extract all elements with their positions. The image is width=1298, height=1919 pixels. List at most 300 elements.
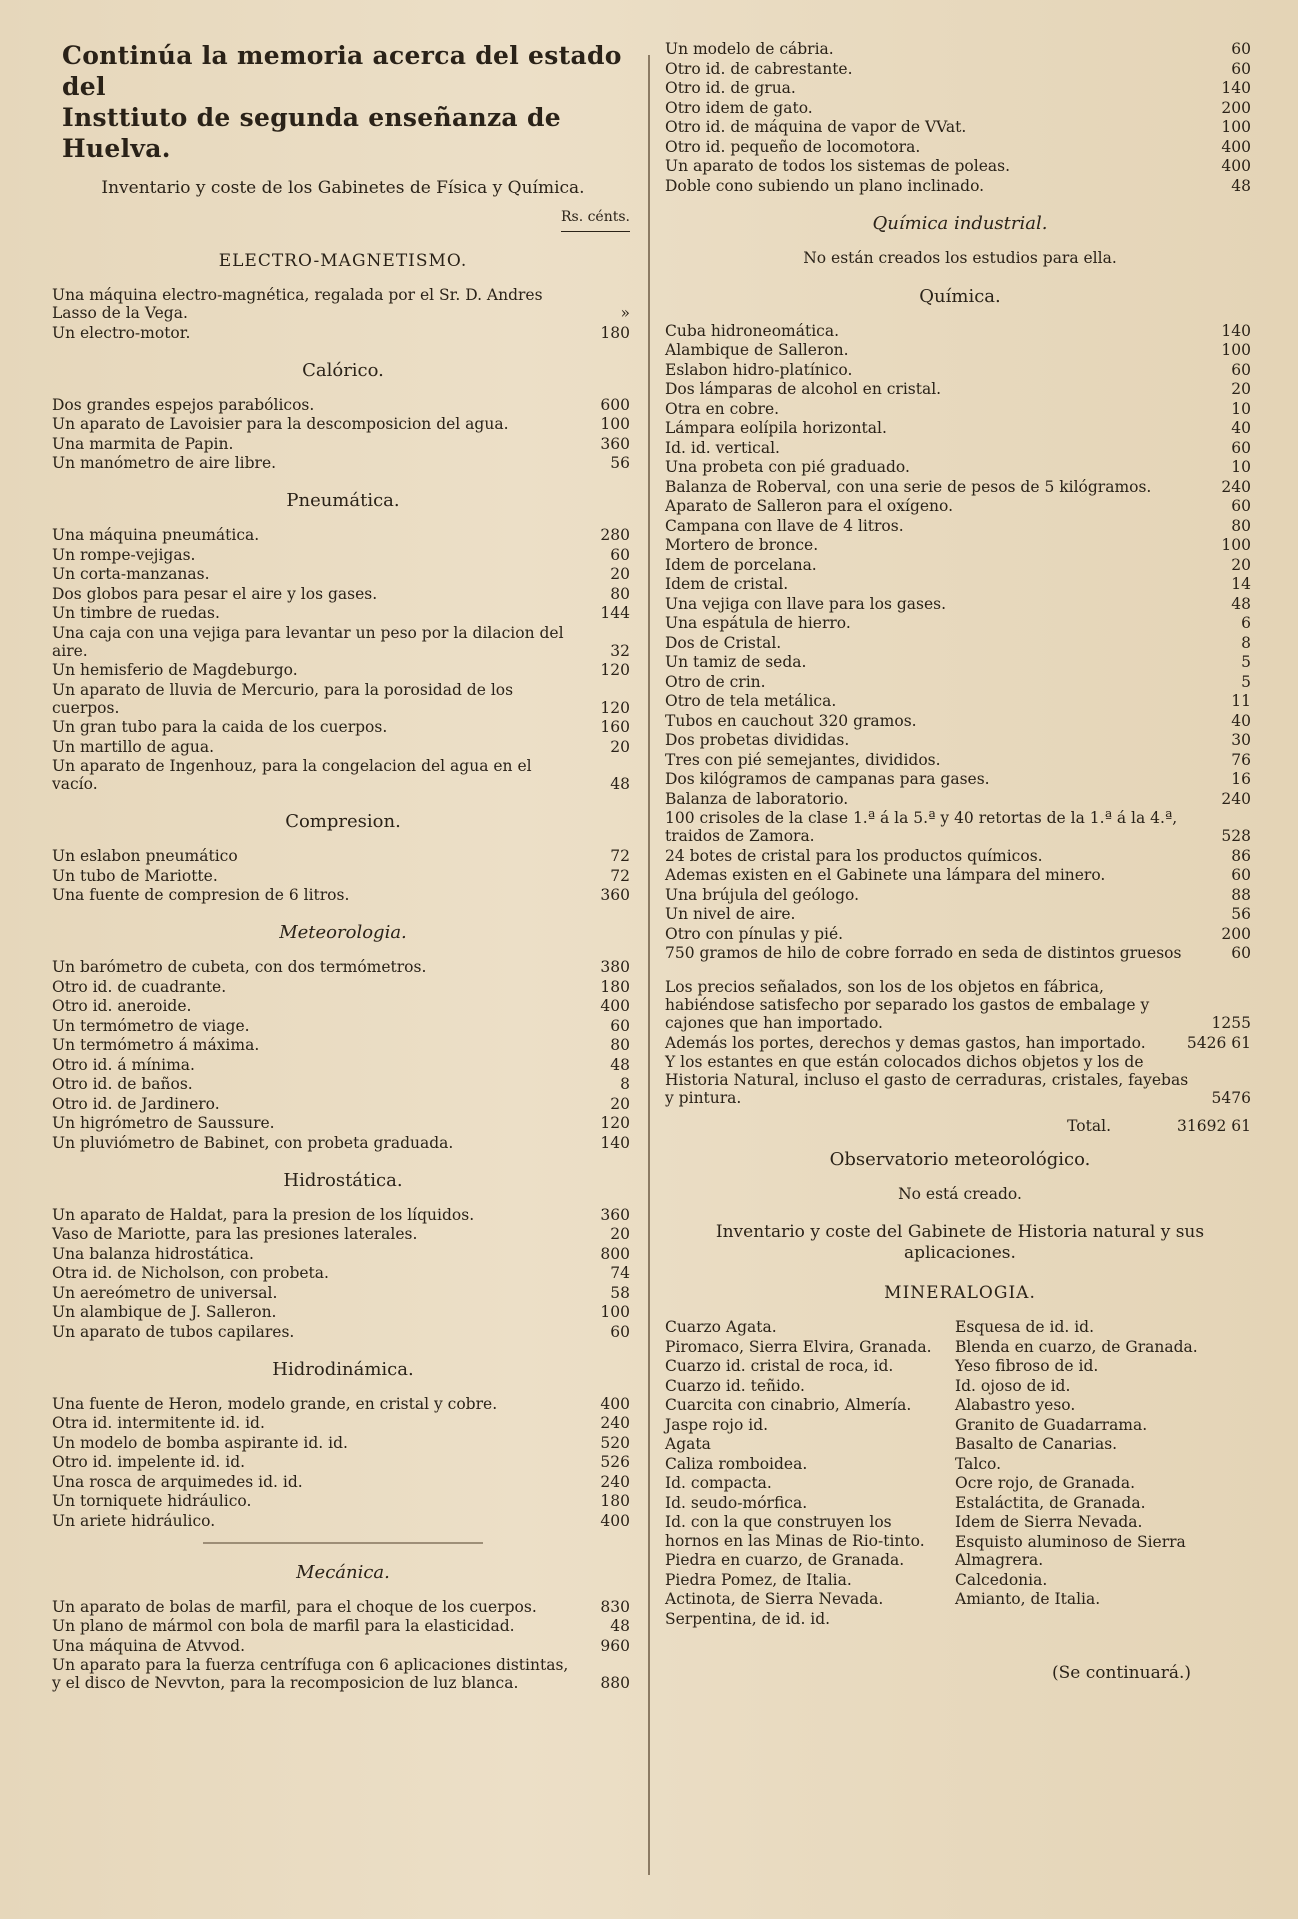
inventory-row (52, 1245, 634, 1263)
item-label: Un aereómetro de universal. (52, 1283, 278, 1302)
item-label: Alambique de Salleron. (665, 341, 849, 359)
inventory-row (665, 925, 1255, 943)
item-price: 180 (600, 1492, 630, 1510)
item-label: Una balanza hidrostática. (52, 1244, 254, 1263)
item-price: 400 (600, 997, 630, 1015)
inventory-row (52, 958, 634, 976)
item-price: 58 (610, 1283, 630, 1302)
item-label: Otro id. de máquina de vapor de VVat. (665, 118, 967, 136)
item-label: Una rosca de arquimedes id. id. (52, 1472, 303, 1491)
item-price: 400 (600, 1511, 630, 1530)
mineral-item: Id. compacta. (665, 1474, 772, 1492)
inventory-row (52, 585, 634, 603)
item-price: 400 (1221, 157, 1251, 175)
observatorio-note: No está creado. (898, 1185, 1022, 1203)
item-label: Un aparato para la fuerza centrífuga con 6 aplicaciones distintas, y el disco de Nevvton, para la recomposicion de luz blanca. (52, 1656, 569, 1692)
inventory-row (665, 177, 1255, 195)
precios-text-1: Los precios señalados, son los de los objetos en fábrica, habiéndose satisfecho por separado los gastos de embalage y cajones que han importado. (665, 978, 1150, 1032)
precios-para-3 (665, 1053, 1255, 1107)
inventory-row (52, 546, 634, 564)
item-label: Otra id. intermitente id. id. (52, 1414, 265, 1432)
item-price: 120 (600, 661, 630, 679)
mineral-item: Piedra Pomez, de Italia. (665, 1570, 852, 1589)
inventory-row (665, 439, 1255, 457)
inventory-row (52, 1492, 634, 1510)
left-sections (52, 250, 634, 1692)
item-label: Tres con pié semejantes, divididos. (665, 750, 941, 769)
item-price: 6 (1241, 614, 1251, 632)
quimica-rows (665, 322, 1255, 963)
item-price: 72 (610, 847, 630, 865)
item-price: 20 (1231, 555, 1251, 574)
item-price: 76 (1231, 750, 1251, 769)
inventory-row (665, 79, 1255, 97)
item-label: Otro id. de cabrestante. (665, 59, 853, 78)
item-label: Un termómetro de viage. (52, 1016, 250, 1035)
inventory-row (52, 1114, 634, 1132)
item-label: Aparato de Salleron para el oxígeno. (665, 497, 954, 515)
item-price: 600 (600, 395, 630, 414)
inventory-row (665, 341, 1255, 359)
precios-value-2: 5426 61 (1186, 1033, 1251, 1052)
item-label: Otra id. de Nicholson, con probeta. (52, 1264, 329, 1282)
mineral-item: Actinota, de Sierra Nevada. (665, 1590, 884, 1608)
item-label: Un tamiz de seda. (665, 653, 807, 671)
inventory-row (52, 624, 634, 660)
inventory-row (665, 809, 1255, 845)
inventory-row (52, 324, 634, 342)
precios-para-2 (665, 1034, 1255, 1052)
inventory-row (52, 1075, 634, 1093)
item-label: Dos grandes espejos parabólicos. (52, 395, 315, 414)
precios-value-1: 1255 (1211, 1014, 1251, 1032)
inventory-row (52, 435, 634, 453)
mineral-item: Esquisto aluminoso de Sierra Almagrera. (955, 1532, 1186, 1569)
article-title (62, 40, 634, 164)
item-price: 240 (1221, 477, 1251, 496)
mineral-item: Agata (665, 1435, 711, 1453)
item-price: 8 (1241, 633, 1251, 652)
item-label: Un pluviómetro de Babinet, con probeta graduada. (52, 1133, 454, 1152)
inventory-row (665, 536, 1255, 554)
mineral-item: Ocre rojo, de Granada. (955, 1474, 1135, 1492)
item-label: Una espátula de hierro. (665, 614, 851, 632)
inventory-row (665, 517, 1255, 535)
item-label: Dos probetas divididas. (665, 731, 850, 749)
title-line-2: Insttiuto de segunda enseñanza de Huelva. (62, 103, 561, 163)
inventory-row (52, 1056, 634, 1074)
item-price: 400 (600, 1394, 630, 1413)
item-label: Un gran tubo para la caida de los cuerpos. (52, 718, 388, 736)
mineral-item: Id. con la que construyen los hornos en las Minas de Rio-tinto. (665, 1513, 925, 1550)
inventory-row (665, 157, 1255, 175)
item-price: 60 (1231, 438, 1251, 457)
item-label: 750 gramos de hilo de cobre forrado en seda de distintos gruesos (665, 944, 1182, 962)
inventory-row (665, 556, 1255, 574)
item-label: Un modelo de bomba aspirante id. id. (52, 1433, 348, 1452)
inventory-row (665, 575, 1255, 593)
inventory-row (52, 1414, 634, 1432)
section-title: ELECTRO-MAGNETISMO. (218, 251, 468, 271)
item-label: Balanza de laboratorio. (665, 789, 849, 808)
item-price: 140 (1221, 79, 1251, 97)
precios-para-1 (665, 978, 1255, 1032)
inventory-row (665, 770, 1255, 788)
inventory-row (665, 380, 1255, 398)
item-label: Un martillo de agua. (52, 737, 215, 756)
mineral-item: Blenda en cuarzo, de Granada. (955, 1337, 1198, 1356)
mecanica-continued (665, 40, 1255, 195)
mineral-item: Id. ojoso de id. (955, 1376, 1071, 1395)
item-price: 100 (1221, 118, 1251, 136)
item-price: 60 (1231, 497, 1251, 515)
item-price: 830 (600, 1597, 630, 1616)
inventory-row (665, 614, 1255, 632)
inventory-row (52, 604, 634, 622)
item-label: Un aparato de lluvia de Mercurio, para la porosidad de los cuerpos. (52, 680, 514, 717)
item-label: Un tubo de Mariotte. (52, 866, 218, 885)
item-price: 60 (610, 1016, 630, 1035)
item-price: 100 (1221, 341, 1251, 359)
item-price: 280 (600, 526, 630, 544)
item-label: Una máquina pneumática. (52, 526, 260, 544)
item-price: 180 (600, 977, 630, 996)
inventory-row (52, 454, 634, 472)
item-label: Una brújula del geólogo. (665, 885, 860, 904)
item-price: 100 (600, 415, 630, 433)
mineral-item: Cuarcita con cinabrio, Almería. (665, 1396, 912, 1414)
inventory-row (52, 1323, 634, 1341)
inventory-row (52, 1395, 634, 1413)
item-label: Otro id. pequeño de locomotora. (665, 137, 921, 156)
inventory-row (665, 40, 1255, 58)
item-price: 8 (620, 1075, 630, 1093)
precios-text-3: Y los estantes en que están colocados dichos objetos y los de Historia Natural, incluso el gasto de cerraduras, cristales, fayebas y pintura. (665, 1053, 1189, 1107)
section-title: Hidrostática. (283, 1169, 403, 1191)
inventory-row (665, 595, 1255, 613)
item-price: 56 (610, 454, 630, 472)
item-price: 140 (600, 1133, 630, 1152)
inventory-row (52, 867, 634, 885)
item-price: 11 (1231, 692, 1251, 710)
item-label: Un barómetro de cubeta, con dos termómetros. (52, 958, 427, 976)
left-column (52, 40, 634, 1694)
inventory-row (52, 847, 634, 865)
item-price: 60 (1231, 59, 1251, 78)
item-label: Un corta-manzanas. (52, 565, 210, 583)
item-price: 48 (1231, 594, 1251, 613)
inventory-row (665, 458, 1255, 476)
inventory-subtitle: Inventario y coste de los Gabinetes de Física y Química. (101, 178, 585, 198)
section-title-quimica: Química. (919, 285, 1001, 307)
separator-rule (203, 1542, 483, 1544)
item-label: Un aparato de bolas de marfil, para el choque de los cuerpos. (52, 1597, 537, 1616)
item-label: Una probeta con pié graduado. (665, 458, 910, 476)
mineral-item: Basalto de Canarias. (955, 1435, 1118, 1453)
inventory-row (665, 653, 1255, 671)
continuara-note: (Se continuará.) (1051, 1663, 1191, 1683)
inventory-row (52, 1303, 634, 1321)
historia-natural-title: Inventario y coste del Gabinete de Historia natural y sus aplicaciones. (715, 1222, 1205, 1263)
item-price: 30 (1231, 731, 1251, 749)
inventory-row (665, 751, 1255, 769)
title-line-1: Continúa la memoria acerca del estado del (62, 41, 622, 101)
item-label: Mortero de bronce. (665, 536, 819, 554)
section-title: Mecánica. (296, 1561, 390, 1583)
inventory-row (665, 944, 1255, 962)
inventory-row (52, 565, 634, 583)
item-label: Otro id. á mínima. (52, 1055, 195, 1074)
inventory-row (52, 1095, 634, 1113)
inventory-row (52, 1017, 634, 1035)
inventory-row (52, 1473, 634, 1491)
inventory-row (665, 790, 1255, 808)
mineral-item: Esquesa de id. id. (955, 1318, 1095, 1336)
inventory-row (52, 526, 634, 544)
item-label: Un aparato de Lavoisier para la descomposicion del agua. (52, 415, 509, 433)
section-title: Calórico. (302, 359, 384, 381)
item-label: Un eslabon pneumático (52, 847, 238, 865)
item-label: Un torniquete hidráulico. (52, 1492, 252, 1510)
item-price: 144 (600, 604, 630, 622)
item-label: 24 botes de cristal para los productos químicos. (665, 846, 1043, 865)
item-label: Eslabon hidro-platínico. (665, 360, 853, 379)
inventory-row (665, 99, 1255, 117)
item-price: 10 (1231, 458, 1251, 476)
item-price: 20 (610, 1225, 630, 1243)
inventory-row (52, 396, 634, 414)
item-price: 180 (600, 323, 630, 342)
mineral-item: Serpentina, de id. id. (665, 1609, 831, 1628)
item-price: 528 (1221, 827, 1251, 845)
mineralogia-col-2 (955, 1318, 1255, 1629)
item-label: Vaso de Mariotte, para las presiones laterales. (52, 1225, 418, 1243)
inventory-row (665, 419, 1255, 437)
inventory-row (665, 138, 1255, 156)
item-price: 60 (610, 1322, 630, 1341)
item-label: Un plano de mármol con bola de marfil para la elasticidad. (52, 1617, 515, 1635)
mineral-item: Jaspe rojo id. (665, 1415, 769, 1434)
inventory-row (52, 1264, 634, 1282)
item-price: 60 (1231, 944, 1251, 962)
item-label: Una fuente de Heron, modelo grande, en cristal y cobre. (52, 1394, 498, 1413)
mineral-item: Yeso fibroso de id. (955, 1357, 1099, 1375)
item-price: 48 (610, 775, 630, 793)
mineral-item: Estaláctita, de Granada. (955, 1493, 1146, 1512)
inventory-row (52, 1284, 634, 1302)
item-price: 100 (1221, 536, 1251, 554)
item-price: 86 (1231, 846, 1251, 865)
item-label: Un manómetro de aire libre. (52, 454, 277, 472)
mineral-item: Calcedonia. (955, 1570, 1048, 1589)
item-price: 200 (1221, 98, 1251, 117)
item-label: Un nivel de aire. (665, 905, 796, 923)
item-price: 32 (610, 641, 630, 660)
item-price: 40 (1231, 711, 1251, 730)
mineral-item: Cuarzo Agata. (665, 1318, 777, 1336)
item-label: Lámpara eolípila horizontal. (665, 419, 887, 437)
item-price: 14 (1231, 575, 1251, 593)
item-price: 80 (1231, 516, 1251, 535)
item-label: Un electro-motor. (52, 323, 191, 342)
inventory-row (52, 1134, 634, 1152)
total-label: Total. (1067, 1117, 1111, 1135)
section-title: Hidrodinámica. (272, 1358, 414, 1380)
item-price: 240 (1221, 789, 1251, 808)
inventory-row (52, 1036, 634, 1054)
item-price: 140 (1221, 321, 1251, 340)
section-title-mineralogia: MINERALOGIA. (884, 1283, 1036, 1303)
item-price: 74 (610, 1264, 630, 1282)
item-label: Otra en cobre. (665, 399, 780, 418)
item-label: Cuba hidroneomática. (665, 321, 839, 340)
item-price: 48 (1231, 176, 1251, 195)
inventory-row (52, 1512, 634, 1530)
item-label: Doble cono subiendo un plano inclinado. (665, 176, 985, 195)
item-price: 400 (1221, 137, 1251, 156)
inventory-row (665, 847, 1255, 865)
mineral-item: Caliza romboidea. (665, 1454, 808, 1473)
mineral-item: Idem de Sierra Nevada. (955, 1513, 1143, 1531)
inventory-row (52, 978, 634, 996)
item-price: 100 (600, 1303, 630, 1321)
item-label: Otro con pínulas y pié. (665, 924, 844, 943)
quimica-industrial-note: No están creados los estudios para ella. (803, 248, 1117, 267)
inventory-row (665, 692, 1255, 710)
item-price: 88 (1231, 885, 1251, 904)
item-label: Un aparato de Ingenhouz, para la congelacion del agua en el vacío. (52, 757, 532, 793)
mineral-item: Cuarzo id. teñido. (665, 1376, 805, 1395)
item-label: Otro id. de grua. (665, 79, 796, 97)
currency-header-label: Rs. cénts. (561, 209, 630, 232)
currency-header (52, 209, 634, 232)
item-label: Una caja con una vejiga para levantar un peso por la dilacion del aire. (52, 623, 564, 660)
inventory-row (52, 1206, 634, 1224)
precios-text-2: Además los portes, derechos y demas gastos, han importado. (665, 1033, 1146, 1052)
section-title: Pneumática. (286, 490, 400, 511)
item-price: 48 (610, 1055, 630, 1074)
mineral-item: Cuarzo id. cristal de roca, id. (665, 1357, 894, 1375)
item-price: 380 (600, 958, 630, 976)
inventory-row (665, 361, 1255, 379)
item-price: 56 (1231, 905, 1251, 923)
item-price: 160 (600, 718, 630, 736)
item-price: 360 (600, 886, 630, 904)
total-row (665, 1117, 1255, 1135)
item-label: Un aparato de tubos capilares. (52, 1322, 295, 1341)
item-price: 5 (1241, 653, 1251, 671)
item-label: Un alambique de J. Salleron. (52, 1303, 277, 1321)
inventory-row (665, 866, 1255, 884)
inventory-row (665, 905, 1255, 923)
item-price: » (620, 304, 630, 322)
item-price: 5 (1241, 672, 1251, 691)
inventory-row (665, 118, 1255, 136)
section-title: Compresion. (285, 811, 401, 832)
item-label: Otro de tela metálica. (665, 692, 837, 710)
inventory-row (665, 673, 1255, 691)
item-price: 20 (610, 737, 630, 756)
inventory-row (52, 1598, 634, 1616)
item-price: 60 (1231, 866, 1251, 884)
item-label: Ademas existen en el Gabinete una lámpara del minero. (665, 866, 1106, 884)
inventory-row (52, 997, 634, 1015)
item-label: Una máquina electro-magnética, regalada por el Sr. D. Andres Lasso de la Vega. (52, 286, 543, 322)
inventory-row (665, 712, 1255, 730)
item-label: Un rompe-vejigas. (52, 545, 196, 564)
inventory-row (665, 497, 1255, 515)
item-price: 960 (600, 1636, 630, 1655)
item-price: 20 (1231, 380, 1251, 398)
inventory-row (52, 738, 634, 756)
inventory-row (52, 1434, 634, 1452)
section-title-observatorio: Observatorio meteorológico. (829, 1149, 1091, 1170)
mineral-item: Piedra en cuarzo, de Granada. (665, 1551, 905, 1569)
inventory-row (665, 478, 1255, 496)
precios-value-3: 5476 (1211, 1089, 1251, 1107)
right-column (665, 40, 1255, 1683)
item-price: 200 (1221, 924, 1251, 943)
item-price: 880 (600, 1674, 630, 1692)
mineral-item: Talco. (955, 1454, 1002, 1473)
item-label: Una marmita de Papin. (52, 434, 234, 453)
item-label: 100 crisoles de la clase 1.ª á la 5.ª y 40 retortas de la 1.ª á la 4.ª, traidos de Zamora. (665, 809, 1178, 845)
item-price: 800 (600, 1244, 630, 1263)
item-label: Tubos en cauchout 320 gramos. (665, 711, 917, 730)
item-label: Otro id. de baños. (52, 1075, 193, 1093)
inventory-row (52, 718, 634, 736)
item-price: 80 (610, 584, 630, 603)
inventory-row (52, 1637, 634, 1655)
item-label: Otro de crin. (665, 672, 766, 691)
total-value: 31692 61 (1177, 1117, 1251, 1135)
item-price: 360 (600, 434, 630, 453)
mineralogia-list (665, 1318, 1255, 1629)
item-price: 240 (600, 1414, 630, 1432)
item-price: 48 (610, 1617, 630, 1635)
item-price: 10 (1231, 399, 1251, 418)
item-price: 526 (600, 1453, 630, 1471)
inventory-row (665, 400, 1255, 418)
inventory-row (52, 286, 634, 322)
inventory-row (665, 731, 1255, 749)
item-price: 80 (610, 1036, 630, 1054)
item-label: Dos kilógramos de campanas para gases. (665, 770, 990, 788)
inventory-row (52, 1453, 634, 1471)
inventory-row (52, 681, 634, 717)
section-title-quimica-industrial: Química industrial. (872, 212, 1048, 234)
mineralogia-col-1 (665, 1318, 935, 1629)
item-label: Otro id. de cuadrante. (52, 977, 227, 996)
item-price: 120 (600, 698, 630, 717)
column-divider (648, 55, 650, 1875)
item-label: Dos de Cristal. (665, 633, 782, 652)
item-price: 60 (1231, 360, 1251, 379)
inventory-row (665, 634, 1255, 652)
item-price: 520 (600, 1433, 630, 1452)
mineral-item: Amianto, de Italia. (955, 1590, 1101, 1608)
item-label: Id. id. vertical. (665, 438, 780, 457)
inventory-row (665, 886, 1255, 904)
inventory-row (52, 415, 634, 433)
inventory-row (52, 1617, 634, 1635)
item-price: 60 (610, 545, 630, 564)
mineral-item: Alabastro yeso. (955, 1396, 1076, 1414)
item-price: 360 (600, 1205, 630, 1224)
inventory-row (665, 60, 1255, 78)
item-label: Una fuente de compresion de 6 litros. (52, 886, 350, 904)
item-label: Idem de porcelana. (665, 555, 817, 574)
